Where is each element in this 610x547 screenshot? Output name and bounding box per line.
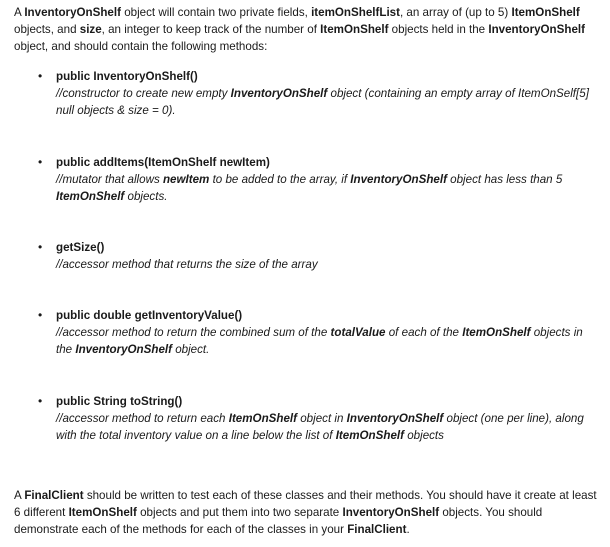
class-name-itemonshelf: ItemOnShelf: [462, 326, 531, 339]
method-description: [56, 85, 598, 119]
method-signature: getSize(): [56, 241, 105, 254]
class-name-itemonshelf: ItemOnShelf: [335, 429, 404, 442]
bullet-icon: •: [38, 69, 43, 83]
desc-text: //constructor to create new empty: [56, 87, 231, 100]
class-name-itemonshelf: ItemOnShelf: [228, 412, 298, 425]
class-name-inventoryonshelf: InventoryOnShelf: [350, 173, 447, 186]
desc-text: objects: [404, 429, 444, 442]
closing-text: A: [14, 489, 25, 502]
class-name-inventoryonshelf: InventoryOnShelf: [342, 506, 440, 519]
method-description: [56, 410, 598, 444]
intro-text: , an array of (up to 5): [399, 6, 512, 19]
desc-text: //accessor method that returns the size of the array: [56, 258, 318, 271]
class-name-inventoryonshelf: InventoryOnShelf: [75, 343, 172, 356]
intro-text: A: [14, 6, 25, 19]
desc-text: object (one per line), along with the total inventory value on a line below the list of: [56, 412, 584, 442]
desc-text: to be added to the array, if: [209, 173, 351, 186]
bullet-icon: •: [38, 155, 43, 169]
intro-paragraph: [14, 4, 604, 55]
desc-text: object (containing an empty array of ItemOnSelf[5] null objects & size = 0).: [56, 87, 589, 117]
desc-text: object in: [297, 412, 347, 425]
intro-text: , an integer to keep track of the number of: [101, 23, 321, 36]
desc-text: objects in the: [56, 326, 583, 356]
closing-text: should be written to test each of these classes and their methods. You should have it create at least 6 different: [14, 489, 597, 519]
desc-text: object.: [171, 343, 210, 356]
bullet-icon: •: [38, 394, 43, 408]
method-signature: public double getInventoryValue(): [56, 309, 243, 322]
class-name-inventoryonshelf: InventoryOnShelf: [230, 87, 328, 100]
class-name-inventoryonshelf: InventoryOnShelf: [24, 6, 121, 19]
class-name-finalclient: FinalClient: [24, 489, 84, 502]
field-name-size: size: [79, 23, 102, 36]
class-name-finalclient: FinalClient: [347, 523, 407, 536]
method-signature: public InventoryOnShelf(): [56, 70, 198, 83]
class-name-itemonshelf: ItemOnShelf: [68, 506, 137, 519]
intro-text: object, and should contain the following methods:: [14, 40, 268, 53]
closing-text: objects and put them into two separate: [136, 506, 343, 519]
method-description: [56, 256, 598, 273]
method-description: [56, 324, 598, 358]
method-description: [56, 171, 598, 205]
class-name-itemonshelf: ItemOnShelf: [56, 190, 125, 203]
param-name-newitem: newItem: [162, 173, 210, 186]
method-constructor: [38, 68, 598, 119]
class-name-itemonshelf: ItemOnShelf: [511, 6, 580, 19]
field-name-totalvalue: totalValue: [330, 326, 386, 339]
closing-text: .: [406, 523, 410, 536]
intro-text: objects held in the: [388, 23, 489, 36]
method-getsize: [38, 239, 598, 273]
desc-text: //accessor method to return each: [56, 412, 229, 425]
intro-text: objects, and: [14, 23, 80, 36]
desc-text: objects.: [124, 190, 168, 203]
field-name-itemonshelflist: itemOnShelfList: [311, 6, 400, 19]
desc-text: //mutator that allows: [56, 173, 163, 186]
desc-text: //accessor method to return the combined sum of the: [56, 326, 331, 339]
class-name-inventoryonshelf: InventoryOnShelf: [346, 412, 444, 425]
desc-text: of each of the: [385, 326, 463, 339]
class-name-itemonshelf: ItemOnShelf: [320, 23, 389, 36]
intro-text: object will contain two private fields,: [120, 6, 312, 19]
class-name-inventoryonshelf: InventoryOnShelf: [488, 23, 585, 36]
method-additems: [38, 154, 598, 205]
desc-text: object has less than 5: [446, 173, 563, 186]
bullet-icon: •: [38, 308, 43, 322]
closing-paragraph: [14, 487, 604, 538]
method-getinventoryvalue: [38, 307, 598, 358]
method-tostring: [38, 393, 598, 444]
bullet-icon: •: [38, 240, 43, 254]
method-signature: public String toString(): [56, 395, 183, 408]
closing-text: objects. You should demonstrate each of the methods for each of the classes in your: [14, 506, 543, 536]
method-signature: public addItems(ItemOnShelf newItem): [56, 156, 270, 169]
